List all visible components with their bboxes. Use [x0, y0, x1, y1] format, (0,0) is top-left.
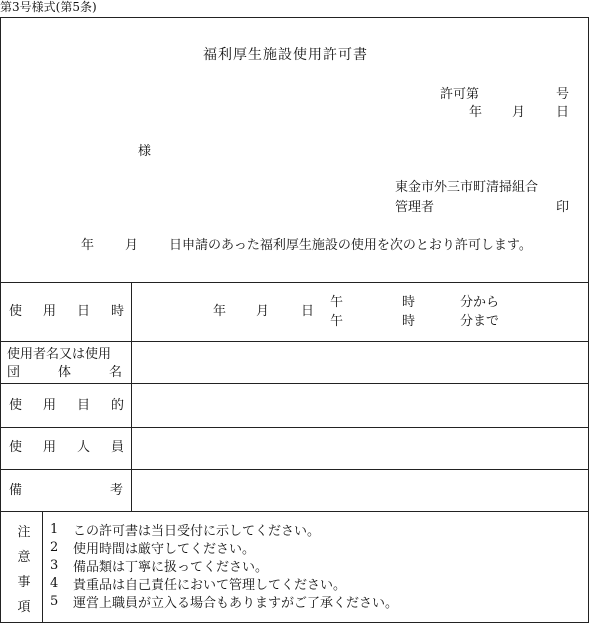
start-minute: 分から	[460, 295, 500, 310]
statement-month: 月	[125, 238, 139, 253]
user-label-line1: 使用者名又は使用	[7, 347, 112, 362]
datetime-label-text: 使用日時	[9, 304, 146, 319]
use-day: 日	[301, 304, 315, 319]
note-text: 運営上職員が立入る場合もありますがご了承ください。	[73, 595, 399, 611]
start-hour: 時	[402, 295, 416, 310]
issue-day: 日	[556, 105, 570, 120]
form-number-label: 第3号様式(第5条)	[0, 0, 97, 14]
notes-header-char: 事	[17, 575, 31, 590]
permit-number-suffix: 号	[556, 87, 570, 102]
note-number: 5	[50, 593, 59, 609]
end-hour: 時	[402, 314, 416, 329]
note-number: 1	[50, 521, 59, 537]
remarks-label: 備考	[9, 483, 212, 498]
statement-text: 日申請のあった福利厚生施設の使用を次のとおり許可します。	[169, 238, 532, 253]
note-number: 3	[50, 557, 59, 573]
people-label: 使用人員	[9, 440, 146, 455]
datetime-label	[9, 304, 146, 319]
note-text: 貴重品は自己責任において管理してください。	[73, 577, 347, 593]
document-title: 福利厚生施設使用許可書	[203, 47, 368, 63]
note-text: 使用時間は厳守してください。	[73, 541, 256, 557]
note-text: この許可書は当日受付に示してください。	[73, 523, 321, 539]
list-item	[50, 520, 398, 538]
start-ampm: 午	[330, 295, 344, 310]
permit-number-prefix: 許可第	[440, 87, 480, 102]
recipient-honorific: 様	[138, 144, 152, 159]
list-item	[50, 592, 398, 610]
end-minute: 分まで	[460, 314, 500, 329]
note-number: 4	[50, 575, 59, 591]
purpose-label: 使用目的	[9, 398, 146, 413]
list-item	[50, 574, 398, 592]
note-text: 備品類は丁寧に扱ってください。	[73, 559, 269, 575]
notes-header-char: 意	[17, 550, 31, 565]
list-item	[50, 538, 398, 556]
statement-year: 年	[81, 238, 95, 253]
seal-mark: 印	[556, 200, 570, 215]
end-ampm: 午	[330, 314, 344, 329]
note-number: 2	[50, 539, 59, 555]
issuer-role: 管理者	[395, 200, 435, 215]
notes-header	[17, 520, 31, 620]
use-month: 月	[256, 304, 270, 319]
list-item	[50, 556, 398, 574]
notes-header-char: 項	[17, 600, 31, 615]
issuer-organization: 東金市外三市町清掃組合	[395, 180, 539, 195]
issue-year: 年	[469, 105, 483, 120]
notes-list	[50, 520, 398, 610]
use-year: 年	[213, 304, 227, 319]
user-label-line2: 団体名	[7, 365, 161, 380]
notes-header-char: 注	[17, 525, 31, 540]
issue-month: 月	[512, 105, 526, 120]
